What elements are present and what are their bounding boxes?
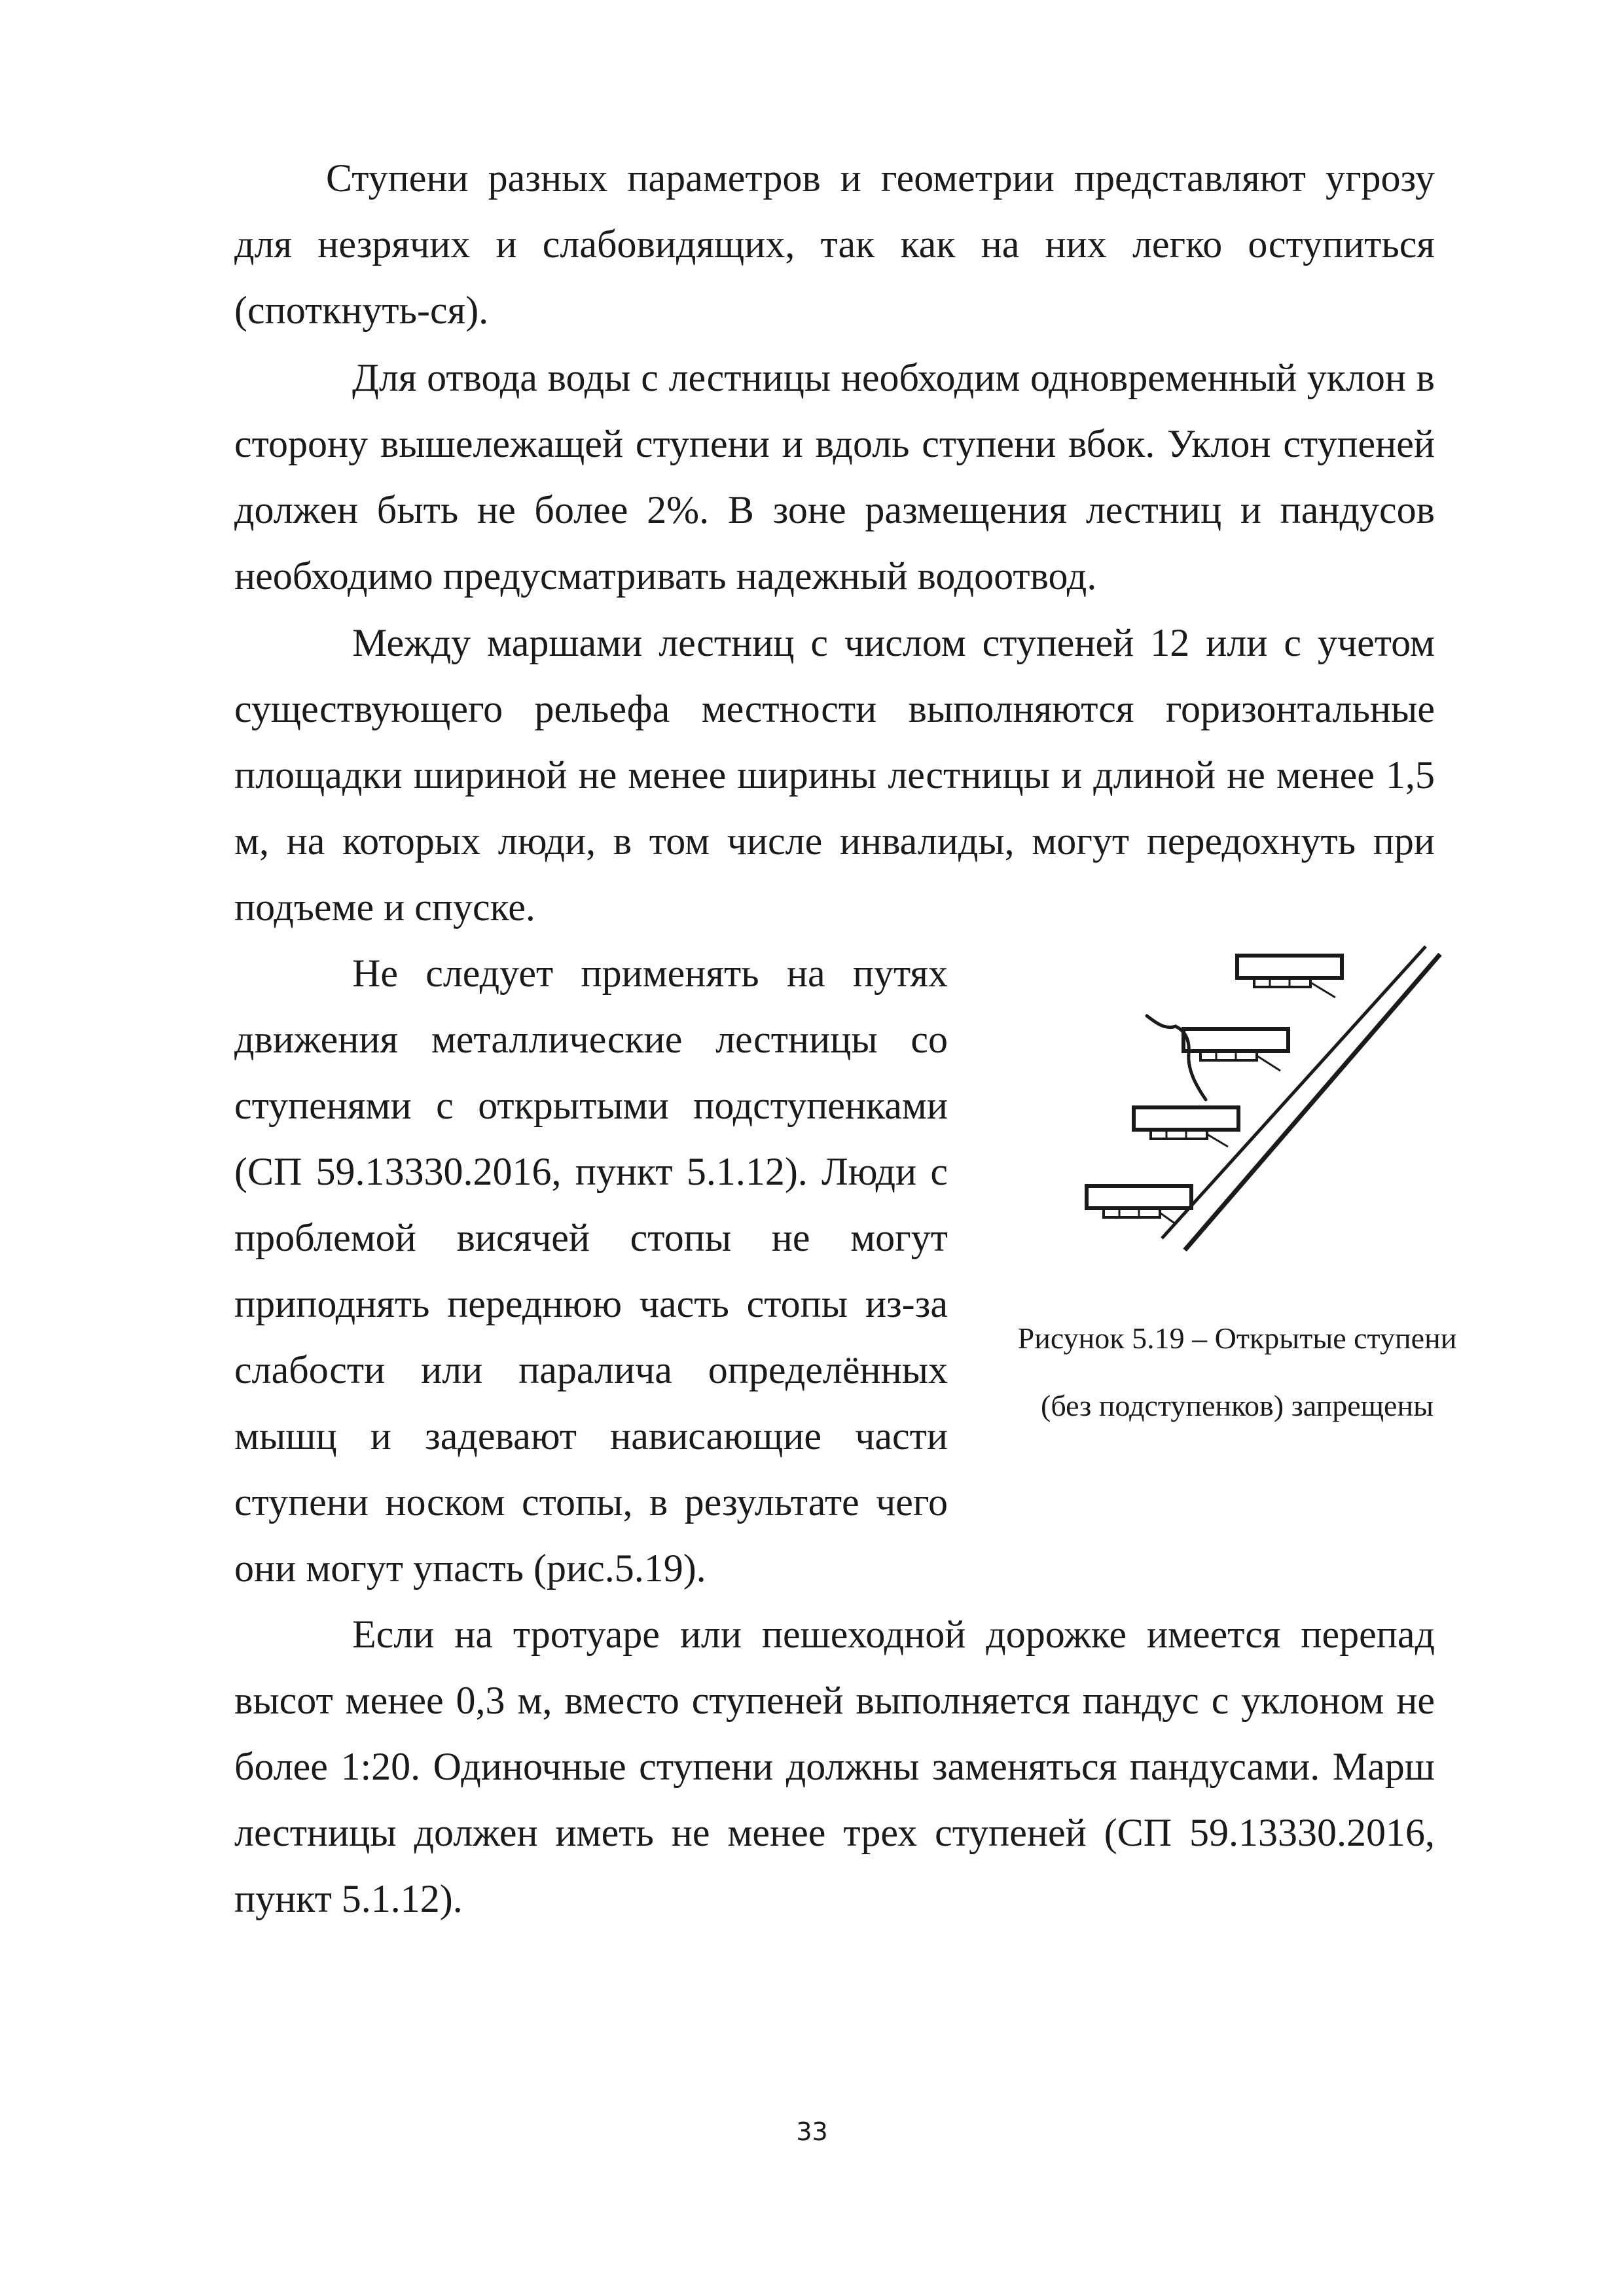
paragraph-steps-hazard: Ступени разных параметров и геометрии представляют угрозу для незрячих и слабовидящих, так как на них легко оступиться (споткнуть-ся). — [234, 156, 1435, 332]
figure-caption: Рисунок 5.19 – Открытые ступени (без подступенков) запрещены — [1017, 1321, 1457, 1422]
paragraph-drainage: Для отвода воды с лестницы необходим одновременный уклон в сторону вышележащей ступени и вдоль ступени вбок. Уклон ступеней должен быть не более 2%. В зоне размещения лестниц и пандусов необходимо предусматривать надежный водоотвод. — [234, 356, 1435, 598]
paragraph-landings: Между маршами лестниц с числом ступеней 12 или с учетом существующего рельефа местности выполняются горизонтальные площадки шириной не менее ширины лестницы и длиной не менее 1,5 м, на которых люди, в том числе инвалиды, могут передохнуть при подъеме и спуске. — [234, 621, 1435, 929]
stair-step-2 — [1134, 1107, 1238, 1147]
page-number: 33 — [796, 2117, 828, 2146]
paragraph-ramps: Если на тротуаре или пешеходной дорожке имеется перепад высот менее 0,3 м, вместо ступеней выполняется пандус с уклоном не более 1:20. Одиночные ступени должны заменяться пандусами. Марш лестницы должен иметь не менее трех ступеней (СП 59.13330.2016, пункт 5.1.12). — [234, 1613, 1435, 1920]
paragraph-open-risers: Не следует применять на путях движения металлические лестницы со ступенями с открытыми подступенками (СП 59.13330.2016, пункт 5.1.12). Люди с проблемой висячей стопы не могут приподнять переднюю часть стопы из-за слабости или паралича определённых мышц и задевают нависающие части ступени носком стопы, в результате чего они могут упасть (рис.5.19). — [234, 952, 948, 1590]
stair-step-3 — [1183, 1029, 1288, 1071]
stair-stringer-line-outer — [1185, 954, 1440, 1250]
open-stairs-illustration — [1021, 942, 1466, 1257]
open-stairs-figure — [1021, 942, 1466, 1257]
stair-step-4 — [1237, 956, 1342, 997]
stair-step-1 — [1087, 1186, 1191, 1224]
